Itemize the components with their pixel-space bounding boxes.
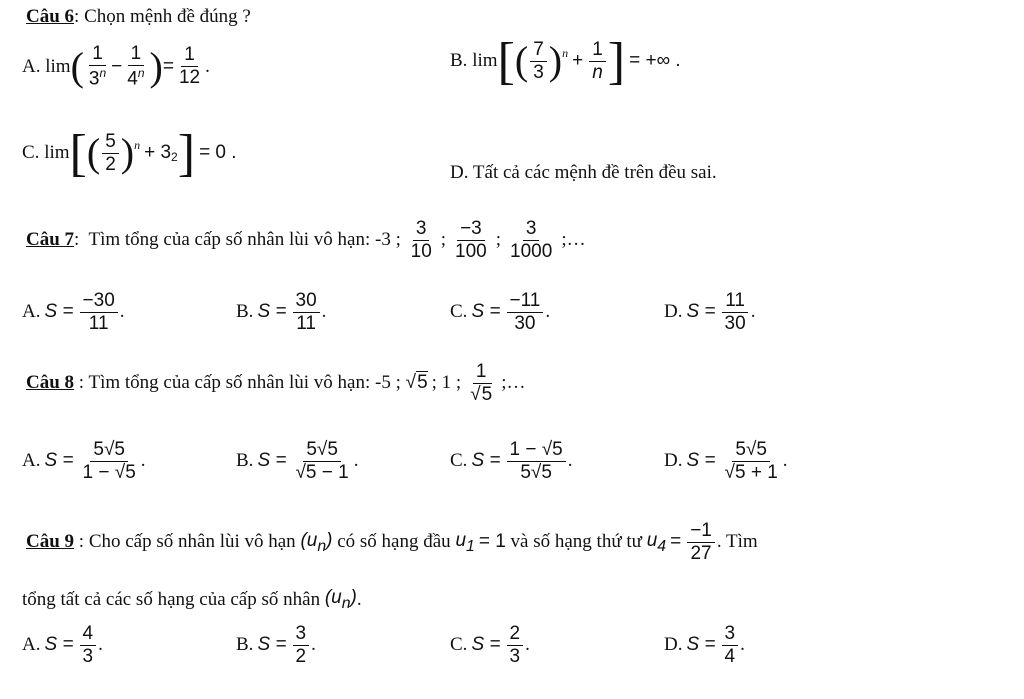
q9-option-b[interactable]: B. S = $\frac{3}{2}$ .	[236, 623, 316, 667]
fraction: $\frac{5√5}{√5 + 1}$	[724, 439, 778, 483]
fraction: $\frac{-1}{27}$	[687, 521, 715, 564]
option-letter: C.	[22, 142, 40, 164]
fraction: $\frac{1 - √5}{5√5}$	[507, 440, 566, 483]
q9-option-c[interactable]: C. S = $\frac{2}{3}$ .	[450, 623, 530, 667]
q8-option-d[interactable]: D. S = $\frac{5√5}{√5 + 1}$ .	[664, 439, 788, 483]
q9-option-d[interactable]: D. S = $\frac{3}{4}$ .	[664, 623, 745, 667]
fraction: $\frac{3}{2}$	[293, 624, 310, 667]
q9-option-a[interactable]: A. S = $\frac{4}{3}$ .	[22, 623, 103, 667]
q6-label: Câu 6	[26, 6, 75, 27]
sequence-un: $(u_n)$	[324, 587, 357, 612]
lim: lim	[472, 50, 498, 72]
q9-question-line1: Câu 9 : Cho cấp số nhân lùi vô hạn $(u_n)$ có số hạng đầu $u_1$ = 1 và số hạng thứ tư $u_4$ = $\frac{-1}{27}$ . Tìm	[26, 520, 758, 564]
fraction: $\frac{2}{3}$	[507, 624, 524, 667]
fraction: $\frac{3}{4}$	[722, 624, 739, 667]
lim: lim	[44, 142, 70, 164]
fraction: $\frac{3}{10}$	[410, 218, 432, 262]
q7-label: Câu 7	[26, 229, 75, 251]
q6-header	[26, 6, 251, 28]
q6-option-b[interactable]: B. lim [ ( $\frac{7}{3}$ ) $^n$ + $\frac{1}{n}$ ] = +∞ .	[450, 32, 681, 90]
fraction: $\frac{30}{11}$	[293, 291, 320, 334]
q7-option-b[interactable]: B. S = $\frac{30}{11}$ .	[236, 290, 327, 334]
q6-option-d[interactable]: D. Tất cả các mệnh đề trên đều sai.	[450, 162, 717, 183]
q6-text: : Chọn mệnh đề đúng ?	[74, 6, 251, 27]
option-letter: B.	[450, 50, 468, 72]
fraction: $\frac{5}{2}$	[102, 132, 119, 175]
lim: lim	[45, 55, 71, 77]
q6-option-a[interactable]: A. lim ( $\frac{1}{3^n}$ − $\frac{1}{4^n}$ ) = $\frac{1}{12}$ .	[22, 43, 210, 90]
fraction: $\frac{-3}{100}$	[455, 218, 487, 262]
fraction: $\frac{1}{12}$	[178, 44, 201, 89]
fraction: $\frac{5√5}{1 - √5}$	[82, 439, 136, 483]
fraction: $\frac{4}{3}$	[80, 624, 97, 667]
fraction: $\frac{11}{30}$	[722, 291, 749, 334]
q8-question: Câu 8 : Tìm tổng của cấp số nhân lùi vô hạn: -5 ; √5 ; 1 ; $\frac{1}{√5}$ ;…	[26, 361, 526, 405]
fraction: $\frac{1}{√5}$	[470, 361, 493, 405]
fraction: $\frac{1}{4^n}$	[127, 43, 145, 90]
q7-option-c[interactable]: C. S = $\frac{-11}{30}$ .	[450, 290, 551, 334]
option-letter: D.	[450, 162, 469, 183]
q7-option-a[interactable]: A. S = $\frac{-30}{11}$ .	[22, 290, 125, 334]
q6-option-c[interactable]: C. lim [ ( $\frac{5}{2}$ ) $^n$ + 3 2 ] = 0 .	[22, 124, 237, 182]
option-letter: A.	[22, 55, 41, 77]
sequence-un: $(u_n)$	[300, 529, 333, 555]
fraction: $\frac{5√5}{√5 - 1}$	[295, 439, 349, 483]
fraction: $\frac{1}{n}$	[589, 40, 606, 83]
fraction: $\frac{-11}{30}$	[507, 291, 544, 334]
q8-label: Câu 8	[26, 372, 75, 394]
fraction: $\frac{-30}{11}$	[80, 291, 118, 334]
q8-option-a[interactable]: A. S = $\frac{5√5}{1 - √5}$ .	[22, 439, 146, 483]
q7-option-d[interactable]: D. S = $\frac{11}{30}$ .	[664, 290, 756, 334]
q7-question: Câu 7 : Tìm tổng của cấp số nhân lùi vô hạn: -3 ; $\frac{3}{10}$ ; $\frac{-3}{100}$ ; $\frac{3}{1000}$ ;…	[26, 218, 586, 262]
fraction: $\frac{1}{3^n}$	[88, 43, 107, 90]
q9-question-line2: tổng tất cả các số hạng của cấp số nhân $(u_n)$ .	[22, 587, 362, 612]
q9-label: Câu 9	[26, 531, 75, 553]
q8-option-b[interactable]: B. S = $\frac{5√5}{√5 - 1}$ .	[236, 439, 359, 483]
fraction: $\frac{7}{3}$	[530, 40, 547, 83]
q8-option-c[interactable]: C. S = $\frac{1 - √5}{5√5}$ .	[450, 439, 573, 483]
fraction: $\frac{3}{1000}$	[510, 218, 553, 262]
sqrt-5: √5	[405, 372, 428, 394]
